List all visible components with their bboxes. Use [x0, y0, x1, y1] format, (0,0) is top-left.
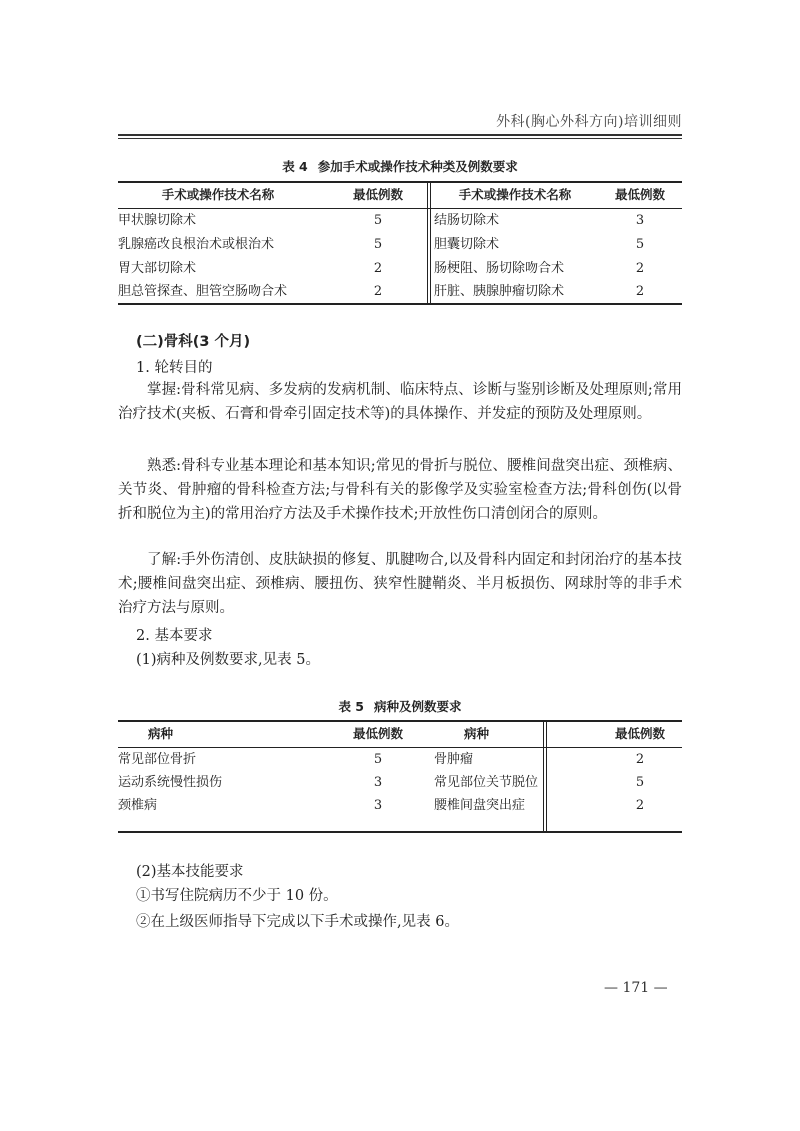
header-rule-thin [118, 138, 682, 139]
table4-cell: 肝脏、胰腺肿瘤切除术 [434, 284, 565, 299]
table5 [118, 720, 682, 833]
table5-number: 表 5 [338, 699, 365, 714]
table5-cell: 3 [373, 775, 383, 790]
table5-cell: 运动系统慢性损伤 [118, 775, 223, 790]
table5-cell: 腰椎间盘突出症 [434, 798, 526, 813]
table5-cell: 5 [635, 775, 645, 790]
page-number: — 171 — [604, 980, 668, 996]
subheading-disease-requirements: (1)病种及例数要求,见表 5。 [136, 652, 320, 668]
table4-cell: 胆总管探查、胆管空肠吻合术 [118, 284, 288, 299]
table-row [118, 233, 682, 257]
header-rule [118, 134, 682, 136]
paragraph-master: 掌握:骨科常见病、多发病的发病机制、临床特点、诊断与鉴别诊断及处理原则;常用治疗技术(夹板、石膏和骨牵引固定技术等)的具体操作、并发症的预防及处理原则。 [118, 382, 682, 422]
table4-number: 表 4 [282, 159, 308, 174]
table4-cell: 5 [373, 237, 383, 252]
subheading-rotation-goal: 1. 轮转目的 [136, 360, 213, 376]
table5-header-disease-1: 病种 [148, 726, 174, 741]
table4-cell: 3 [635, 213, 645, 228]
table4-cell: 2 [373, 261, 383, 276]
table4-cell: 结肠切除术 [434, 213, 500, 228]
table4-cell: 5 [373, 213, 383, 228]
table4-bottom-rule [118, 303, 682, 305]
skill-item-1: ①书写住院病历不少于 10 份。 [136, 888, 338, 904]
subheading-basic-skills: (2)基本技能要求 [136, 864, 244, 880]
table5-header-count-1: 最低例数 [352, 726, 403, 741]
subheading-basic-requirements: 2. 基本要求 [136, 628, 213, 644]
table4-cell: 胃大部切除术 [118, 261, 197, 276]
table4-cell: 2 [373, 284, 383, 299]
table5-cell: 骨肿瘤 [434, 752, 474, 767]
table-row [118, 748, 682, 772]
table-row [118, 794, 682, 818]
table5-column-divider [543, 720, 544, 833]
table5-cell: 颈椎病 [118, 798, 158, 813]
table5-bottom-rule [118, 831, 682, 833]
table4-column-divider [430, 181, 431, 305]
table4-header-count-2: 最低例数 [614, 187, 665, 202]
table5-caption [118, 697, 682, 715]
table5-cell: 常见部位骨折 [118, 752, 197, 767]
table4-header-count-1: 最低例数 [352, 187, 403, 202]
skill-item-2: ②在上级医师指导下完成以下手术或操作,见表 6。 [136, 914, 459, 930]
table-row [118, 280, 682, 304]
table4-header-name-2: 手术或操作技术名称 [458, 187, 572, 202]
table4-cell: 甲状腺切除术 [118, 213, 197, 228]
paragraph-familiar: 熟悉:骨科专业基本理论和基本知识;常见的骨折与脱位、腰椎间盘突出症、颈椎病、关节炎、骨肿瘤的骨科检查方法;与骨科有关的影像学及实验室检查方法;骨科创伤(以骨折和脱位为主)的常用治疗方法及手术操作技术;开放性伤口清创闭合的原则。 [118, 458, 682, 522]
table5-title: 病种及例数要求 [374, 699, 462, 714]
table5-cell: 2 [635, 752, 645, 767]
running-head: 外科(胸心外科方向)培训细则 [496, 114, 682, 130]
table-row [118, 209, 682, 233]
table4-header-row [118, 183, 682, 207]
table4-cell: 乳腺癌改良根治术或根治术 [118, 237, 275, 252]
table-row [118, 257, 682, 281]
table4-cell: 胆囊切除术 [434, 237, 500, 252]
table4-cell: 5 [635, 237, 645, 252]
paragraph-understand: 了解:手外伤清创、皮肤缺损的修复、肌腱吻合,以及骨科内固定和封闭治疗的基本技术;腰椎间盘突出症、颈椎病、腰扭伤、狭窄性腱鞘炎、半月板损伤、网球肘等的非手术治疗方法与原则。 [118, 552, 682, 616]
table4-cell: 2 [635, 261, 645, 276]
table4-header-name-1: 手术或操作技术名称 [161, 187, 275, 202]
table5-cell: 5 [373, 752, 383, 767]
table4-cell: 肠梗阻、肠切除吻合术 [434, 261, 565, 276]
table4-cell: 2 [635, 284, 645, 299]
table5-cell: 3 [373, 798, 383, 813]
table5-cell: 2 [635, 798, 645, 813]
table4-title: 参加手术或操作技术种类及例数要求 [317, 159, 518, 174]
table4-caption [118, 157, 682, 175]
section-title: (二)骨科(3 个月) [136, 334, 251, 350]
table5-cell: 常见部位关节脱位 [434, 775, 539, 790]
table5-header-count-2: 最低例数 [614, 726, 665, 741]
table4-column-divider [427, 181, 428, 305]
table5-header-row [118, 722, 682, 746]
table4 [118, 181, 682, 305]
table-row [118, 771, 682, 795]
table5-header-disease-2: 病种 [464, 726, 490, 741]
table5-column-divider [546, 720, 547, 833]
